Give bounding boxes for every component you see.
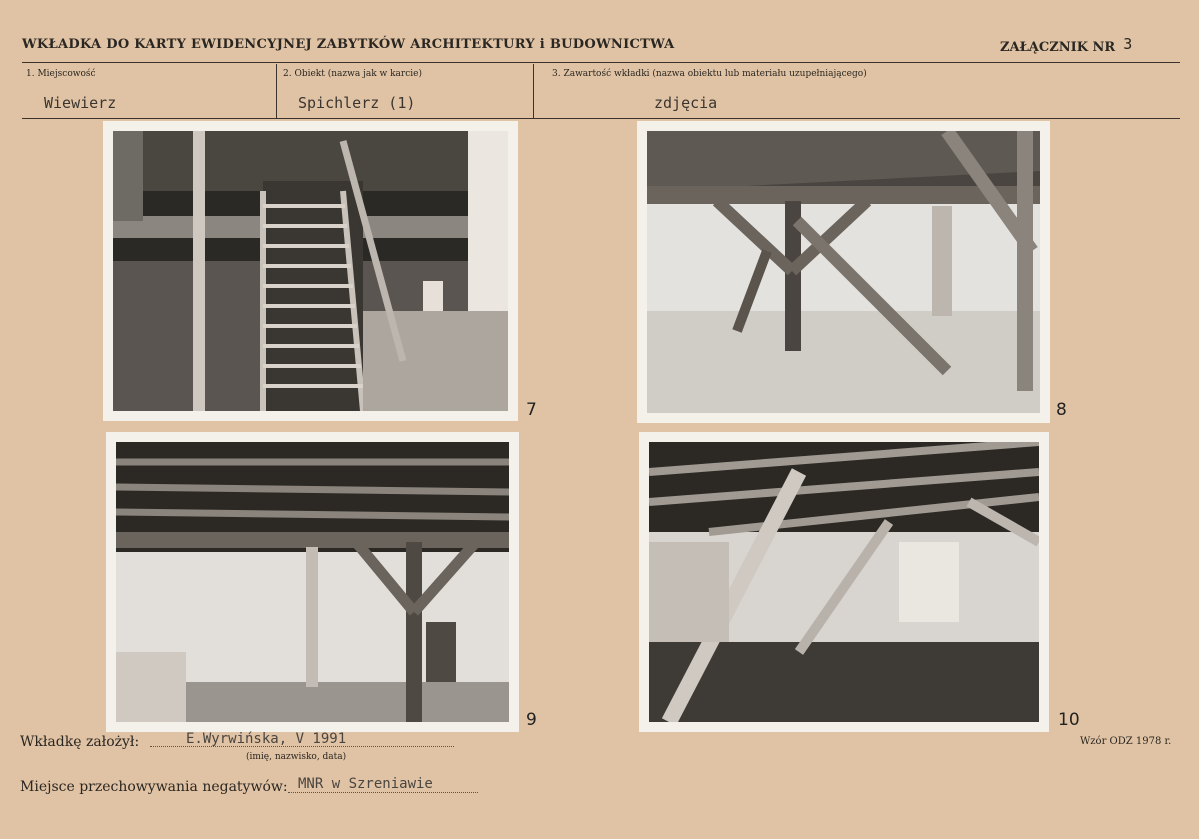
photo-8 — [637, 121, 1050, 423]
storage-value: MNR w Szreniawie — [298, 776, 433, 792]
storage-dotline — [288, 792, 478, 793]
storage-label: Miejsce przechowywania negatywów: — [20, 779, 288, 795]
founded-hint: (imię, nazwisko, data) — [246, 752, 347, 762]
photo-9-number: 9 — [526, 710, 537, 730]
photo-7-image — [113, 131, 508, 411]
object-label: 2. Obiekt (nazwa jak w karcie) — [283, 69, 422, 79]
annex-label: ZAŁĄCZNIK NR — [1000, 40, 1116, 55]
locality-label: 1. Miejscowość — [26, 69, 96, 79]
contents-value: zdjęcia — [654, 94, 718, 112]
annex-value: 3 — [1123, 35, 1133, 53]
fields-rule — [22, 118, 1180, 119]
photo-8-number: 8 — [1056, 400, 1067, 420]
form-code: Wzór ODZ 1978 r. — [1080, 736, 1172, 747]
photo-7-number: 7 — [526, 400, 537, 420]
object-value: Spichlerz (1) — [298, 94, 416, 112]
photo-9 — [106, 432, 519, 732]
field-divider-2 — [533, 64, 534, 118]
contents-label: 3. Zawartość wkładki (nazwa obiektu lub materiału uzupełniającego) — [552, 69, 867, 79]
founded-value: E.Wyrwińska, V 1991 — [186, 731, 347, 747]
photo-9-image — [116, 442, 509, 722]
annex-number — [1000, 37, 1132, 55]
photo-8-image — [647, 131, 1040, 413]
photo-10-image — [649, 442, 1039, 722]
founded-label: Wkładkę założył: — [20, 734, 140, 750]
photo-7 — [103, 121, 518, 421]
photo-10-number: 10 — [1058, 710, 1080, 730]
header-rule — [22, 62, 1180, 63]
field-divider-1 — [276, 64, 277, 118]
photo-10 — [639, 432, 1049, 732]
locality-value: Wiewierz — [44, 94, 117, 112]
sheet-title: WKŁADKA DO KARTY EWIDENCYJNEJ ZABYTKÓW ARCHITEKTURY i BUDOWNICTWA — [22, 37, 675, 52]
